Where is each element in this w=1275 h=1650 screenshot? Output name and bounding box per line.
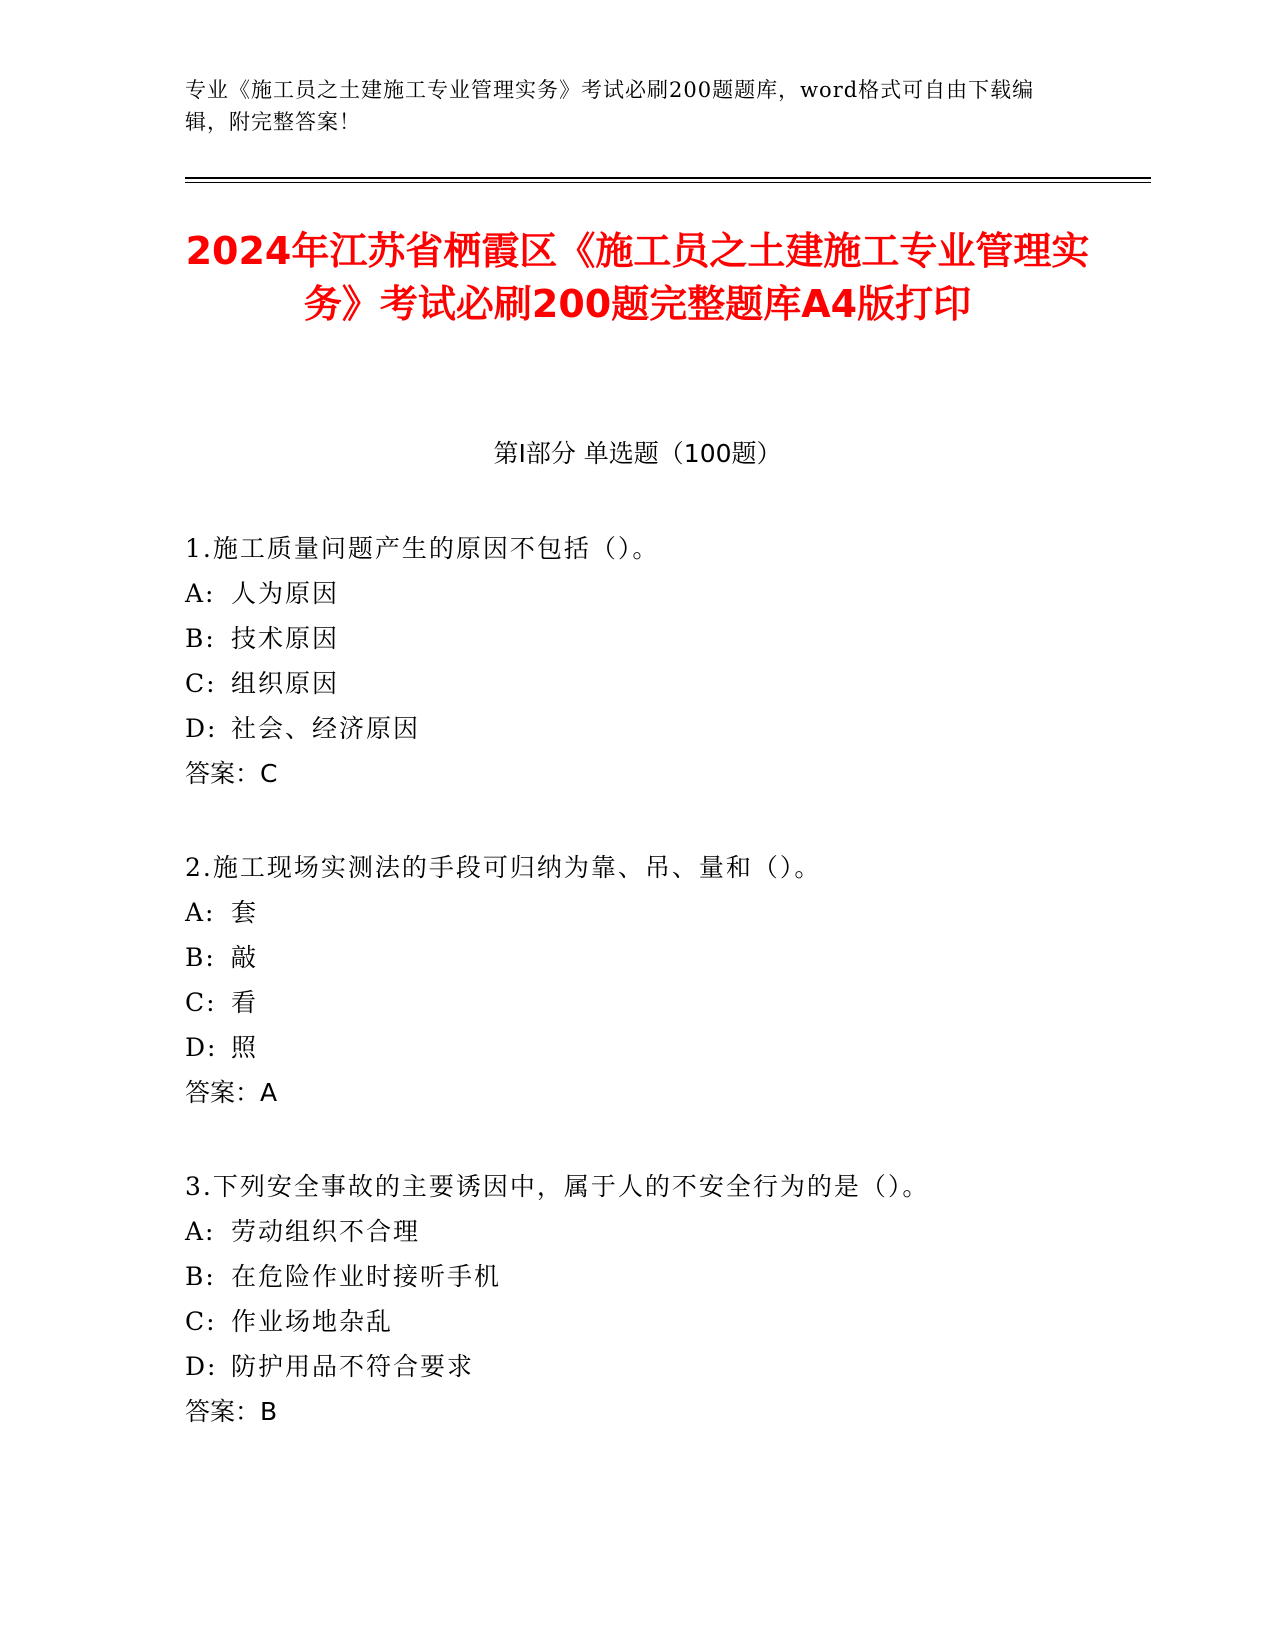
answer-line: 答案：C [185,759,278,788]
header-divider-thick [185,177,1151,179]
option-text: 组织原因 [231,669,340,698]
option-text: 照 [231,1033,259,1062]
question-stem: 3.下列安全事故的主要诱因中，属于人的不安全行为的是（）。 [185,1172,930,1201]
header-note: 专业《施工员之土建施工专业管理实务》考试必刷200题题库，word格式可自由下载编辑，附完整答案！ [185,78,1035,134]
option-letter: C: [185,988,217,1017]
question-stem: 1.施工质量问题产生的原因不包括（）。 [185,534,660,563]
option-text: 看 [231,988,259,1017]
option-letter: B: [185,943,216,972]
option-text: 作业场地杂乱 [231,1307,394,1336]
option-letter: A: [185,579,216,608]
question-block [185,1164,1145,1434]
option-b [185,1254,1145,1299]
question-block [185,526,1145,796]
option-text: 在危险作业时接听手机 [231,1262,502,1291]
answer-line: 答案：A [185,1078,278,1107]
option-c [185,1299,1145,1344]
option-letter: B: [185,624,216,653]
option-text: 防护用品不符合要求 [231,1352,475,1381]
option-text: 敲 [231,943,259,972]
option-a [185,1209,1145,1254]
option-b [185,616,1145,661]
question-block [185,845,1145,1115]
option-letter: B: [185,1262,216,1291]
option-d [185,706,1145,751]
option-text: 技术原因 [231,624,340,653]
option-letter: C: [185,669,217,698]
option-letter: C: [185,1307,217,1336]
option-letter: D: [185,1352,218,1381]
option-a [185,571,1145,616]
option-d [185,1344,1145,1389]
option-c [185,661,1145,706]
option-b [185,935,1145,980]
option-a [185,890,1145,935]
option-letter: D: [185,714,218,743]
answer-line: 答案：B [185,1397,278,1426]
section-heading: 第Ⅰ部分 单选题（100题） [493,439,782,468]
option-letter: A: [185,898,216,927]
option-letter: A: [185,1217,216,1246]
option-d [185,1025,1145,1070]
option-text: 劳动组织不合理 [231,1217,421,1246]
option-text: 人为原因 [231,579,340,608]
header-divider-thin [185,182,1151,183]
question-stem: 2.施工现场实测法的手段可归纳为靠、吊、量和（）。 [185,853,822,882]
option-text: 套 [231,898,259,927]
document-title: 2024年江苏省栖霞区《施工员之土建施工专业管理实务》考试必刷200题完整题库A4版打印 [185,229,1090,326]
option-text: 社会、经济原因 [231,714,421,743]
option-letter: D: [185,1033,218,1062]
option-c [185,980,1145,1025]
